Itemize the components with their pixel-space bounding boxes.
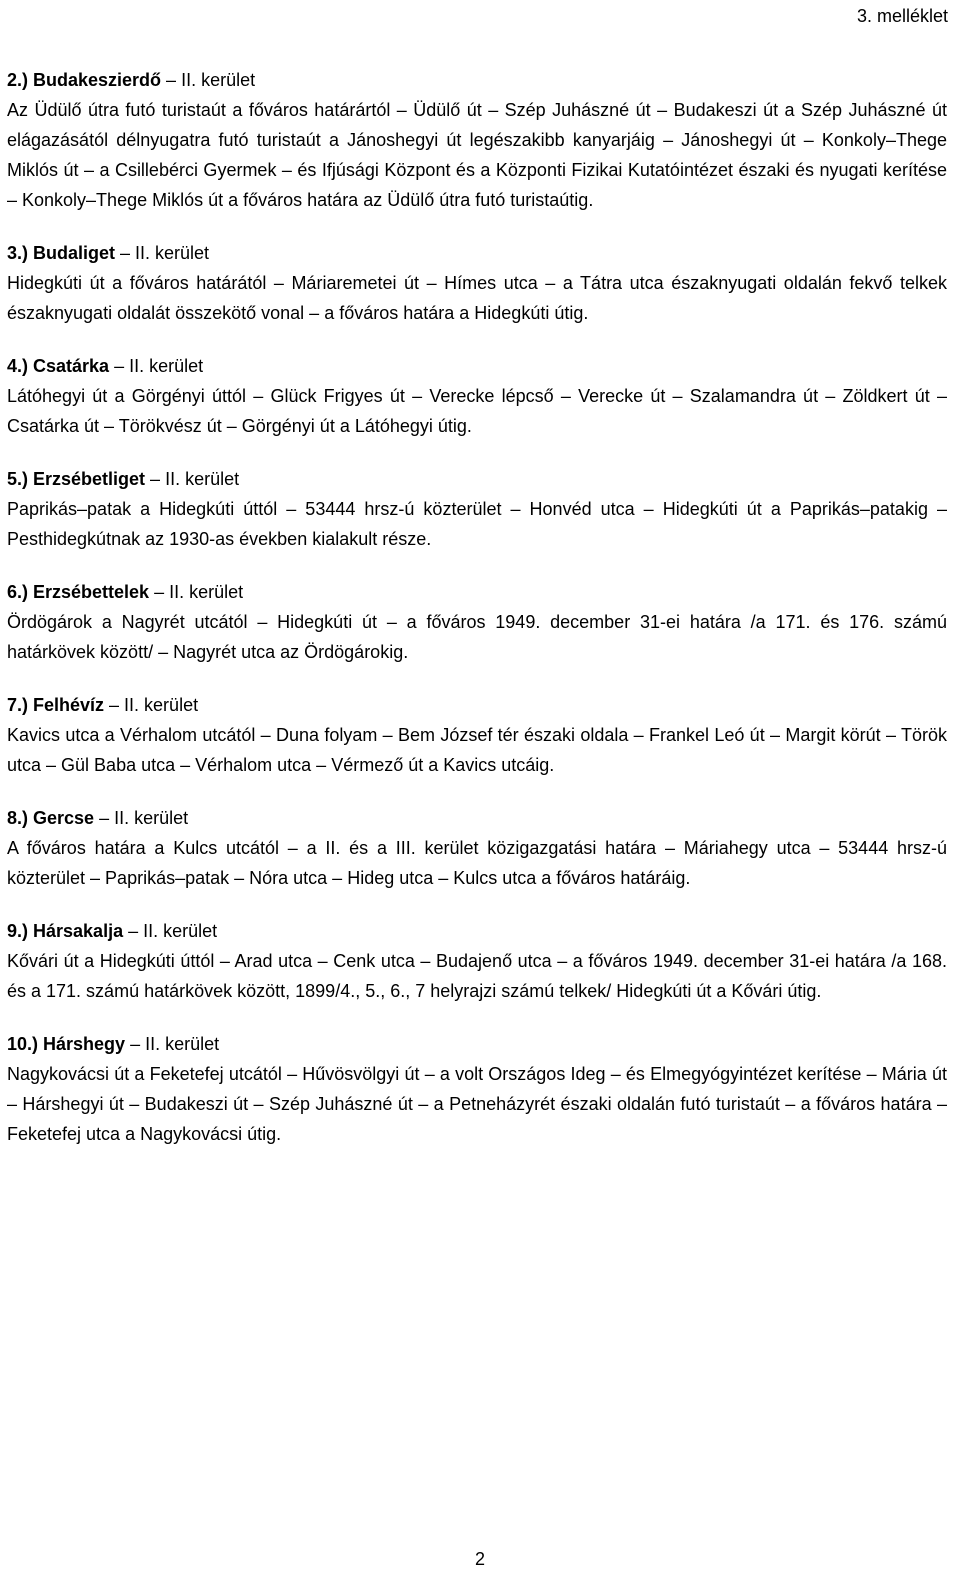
section-title: 5.) Erzsébetliget – II. kerület — [7, 469, 240, 489]
section-body: A főváros határa a Kulcs utcától – a II. és a III. kerület közigazgatási határa – Máriahegy utca – 53444 hrsz-ú közterület – Paprikás–patak – Nóra utca – Hideg utca – Kulcs utca a főváros határáig. — [7, 838, 947, 888]
document-body — [7, 65, 947, 1172]
section-district: II. kerület — [124, 695, 199, 715]
section-body: Paprikás–patak a Hidegkúti úttól – 53444 hrsz-ú közterület – Honvéd utca – Hidegkúti út a Paprikás–patakig – Pesthidegkútnak az 1930-as években kialakult része. — [7, 499, 947, 549]
section-district: II. kerület — [145, 1034, 220, 1054]
section-body: Ördögárok a Nagyrét utcától – Hidegkúti út – a főváros 1949. december 31-ei határa /a 171. és 176. számú határkövek között/ – Nagyrét utca az Ördögárokig. — [7, 612, 947, 662]
section-body: Nagykovácsi út a Feketefej utcától – Hűvösvölgyi út – a volt Országos Ideg – és Elmegyógyintézet kerítése – Mária út – Hárshegyi út – Budakeszi út – Szép Juhászné út – a Petneházyrét északi oldalán futó turistaút – a főváros határa – Feketefej utca a Nagykovácsi útig. — [7, 1064, 947, 1144]
section-body: Kővári út a Hidegkúti úttól – Arad utca – Cenk utca – Budajenő utca – a főváros 1949. december 31-ei határa /a 168. és a 171. számú határkövek között, 1899/4., 5., 6., 7 helyrajzi számú telkek/ Hidegkúti út a Kővári útig. — [7, 951, 947, 1001]
section-name: 5.) Erzsébetliget — [7, 469, 146, 489]
section-district: II. kerület — [143, 921, 218, 941]
section-title: 8.) Gercse – II. kerület — [7, 808, 189, 828]
section-gercse — [7, 803, 947, 893]
section-title: 4.) Csatárka – II. kerület — [7, 356, 204, 376]
section-body: Hidegkúti út a főváros határától – Máriaremetei út – Hímes utca – a Tátra utca északnyugati oldalán fekvő telkek északnyugati oldalát összekötő vonal – a főváros határa a Hidegkúti útig. — [7, 273, 947, 323]
section-name: 10.) Hárshegy — [7, 1034, 126, 1054]
section-title: 10.) Hárshegy – II. kerület — [7, 1034, 220, 1054]
section-name: 7.) Felhévíz — [7, 695, 105, 715]
section-name: 2.) Budakeszierdő — [7, 70, 162, 90]
section-title: 2.) Budakeszierdő – II. kerület — [7, 70, 256, 90]
section-budaliget — [7, 238, 947, 328]
section-district: II. kerület — [181, 70, 256, 90]
section-erzsebetliget — [7, 464, 947, 554]
page-number: 2 — [474, 1549, 485, 1569]
section-name: 4.) Csatárka — [7, 356, 110, 376]
section-title: 6.) Erzsébettelek – II. kerület — [7, 582, 244, 602]
section-name: 6.) Erzsébettelek — [7, 582, 150, 602]
section-name: 9.) Hársakalja — [7, 921, 124, 941]
section-name: 3.) Budaliget — [7, 243, 116, 263]
section-csatarka — [7, 351, 947, 441]
section-budakeszierdo — [7, 65, 947, 215]
section-felheviz — [7, 690, 947, 780]
section-district: II. kerület — [165, 469, 240, 489]
section-body: Látóhegyi út a Görgényi úttól – Glück Frigyes út – Verecke lépcső – Verecke út – Szalamandra út – Zöldkert út – Csatárka út – Törökvész út – Görgényi út a Látóhegyi útig. — [7, 386, 947, 436]
section-body: Kavics utca a Vérhalom utcától – Duna folyam – Bem József tér északi oldala – Frankel Leó út – Margit körút – Török utca – Gül Baba utca – Vérhalom utca – Vérmező út a Kavics utcáig. — [7, 725, 947, 775]
section-district: II. kerület — [169, 582, 244, 602]
section-name: 8.) Gercse — [7, 808, 95, 828]
annex-label: 3. melléklet — [856, 6, 948, 26]
section-harshegy — [7, 1029, 947, 1149]
section-title: 9.) Hársakalja – II. kerület — [7, 921, 218, 941]
section-district: II. kerület — [114, 808, 189, 828]
section-body: Az Üdülő útra futó turistaút a főváros határártól – Üdülő út – Szép Juhászné út – Budakeszi út a Szép Juhászné út elágazásától délnyugatra futó turistaút a Jánoshegyi út legészakibb kanyarjáig – Jánoshegyi út – Konkoly–Thege Miklós út – a Csillebérci Gyermek – és Ifjúsági Központ és a Központi Fizikai Kutatóintézet északi és nyugati kerítése – Konkoly–Thege Miklós út a főváros határa az Üdülő útra futó turistaútig. — [7, 100, 947, 210]
section-title: 7.) Felhévíz – II. kerület — [7, 695, 199, 715]
section-harsakalja — [7, 916, 947, 1006]
section-district: II. kerület — [135, 243, 210, 263]
section-district: II. kerület — [129, 356, 204, 376]
section-title: 3.) Budaliget – II. kerület — [7, 243, 210, 263]
section-erzsebettelek — [7, 577, 947, 667]
